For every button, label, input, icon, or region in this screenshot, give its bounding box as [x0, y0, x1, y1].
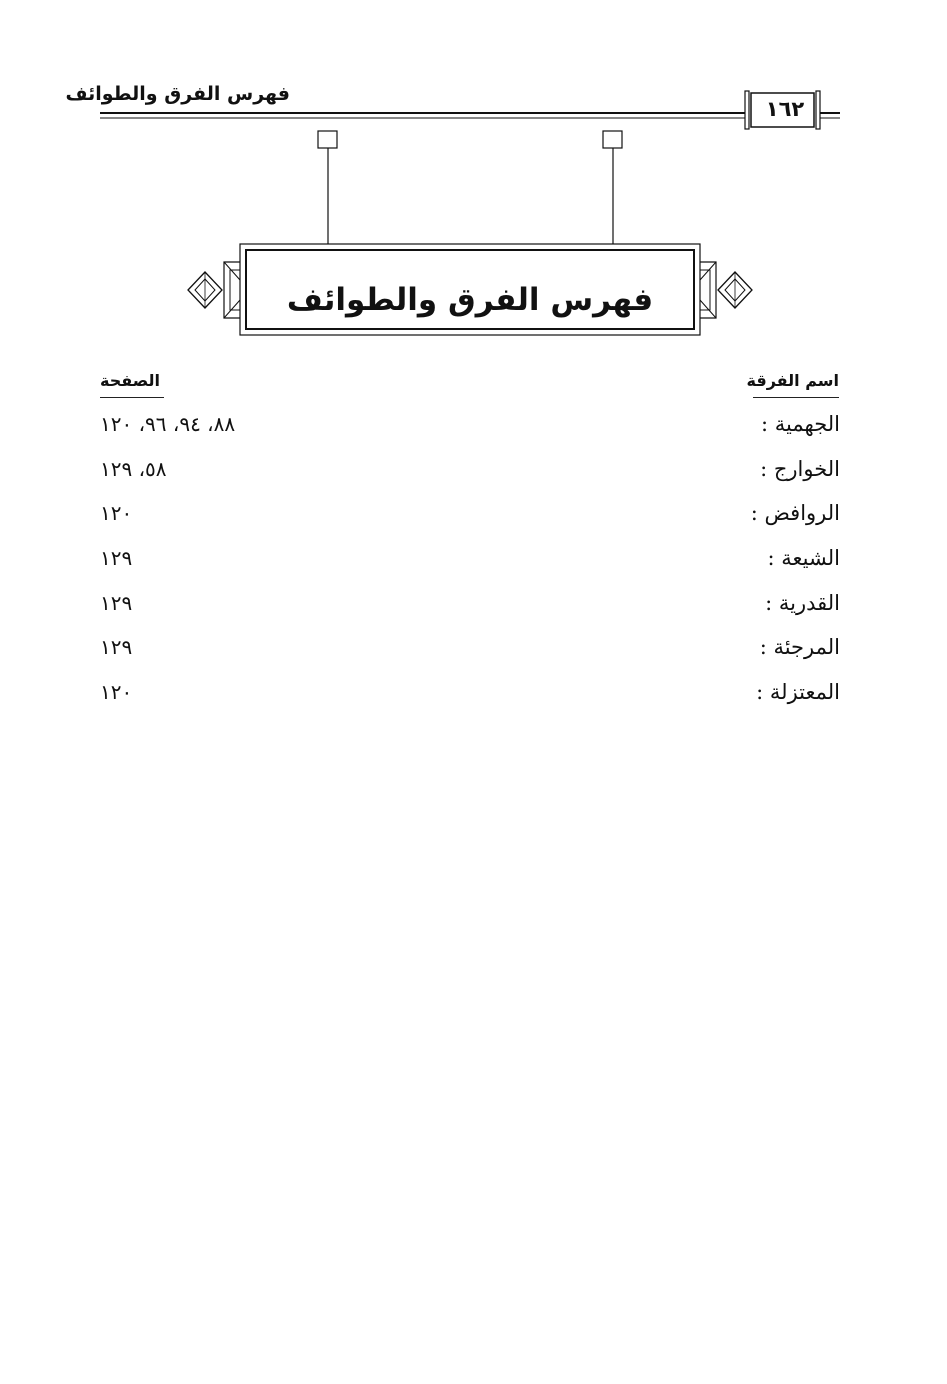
page-references: ١٢٩ — [100, 546, 133, 571]
page-references: ١٢٠ — [100, 501, 133, 526]
index-row — [100, 625, 840, 670]
index-row — [100, 670, 840, 715]
page-number: ١٦٢ — [765, 97, 805, 121]
sect-name: الخوارج : — [760, 456, 840, 481]
sect-name: الجهمية : — [761, 412, 840, 436]
column-header-sect-name: اسم الفرقة — [746, 371, 839, 390]
page-references: ٨٨، ٩٤، ٩٦، ١٢٠ — [100, 412, 236, 436]
page-references: ١٢٩ — [100, 635, 133, 660]
index-row — [100, 581, 840, 626]
page-title: فهرس الفرق والطوائف — [286, 282, 654, 318]
sect-name: المعتزلة : — [756, 680, 840, 705]
index-list — [100, 402, 840, 715]
index-row — [100, 402, 840, 447]
column-header-sect-name-underline — [753, 397, 839, 398]
index-row — [100, 447, 840, 492]
column-header-page-underline — [100, 397, 164, 398]
sect-name: القدرية : — [765, 590, 840, 615]
sect-name: المرجئة : — [759, 635, 840, 660]
index-row — [100, 536, 840, 581]
running-header-title: فهرس الفرق والطوائف — [65, 83, 290, 105]
sect-name: الشيعة : — [767, 546, 840, 571]
page-references: ١٢٠ — [100, 680, 133, 705]
index-row — [100, 491, 840, 536]
sect-name: الروافض : — [750, 501, 840, 526]
page-references: ٥٨، ١٢٩ — [100, 456, 167, 481]
page-references: ١٢٩ — [100, 590, 133, 615]
column-header-page: الصفحة — [100, 371, 161, 390]
